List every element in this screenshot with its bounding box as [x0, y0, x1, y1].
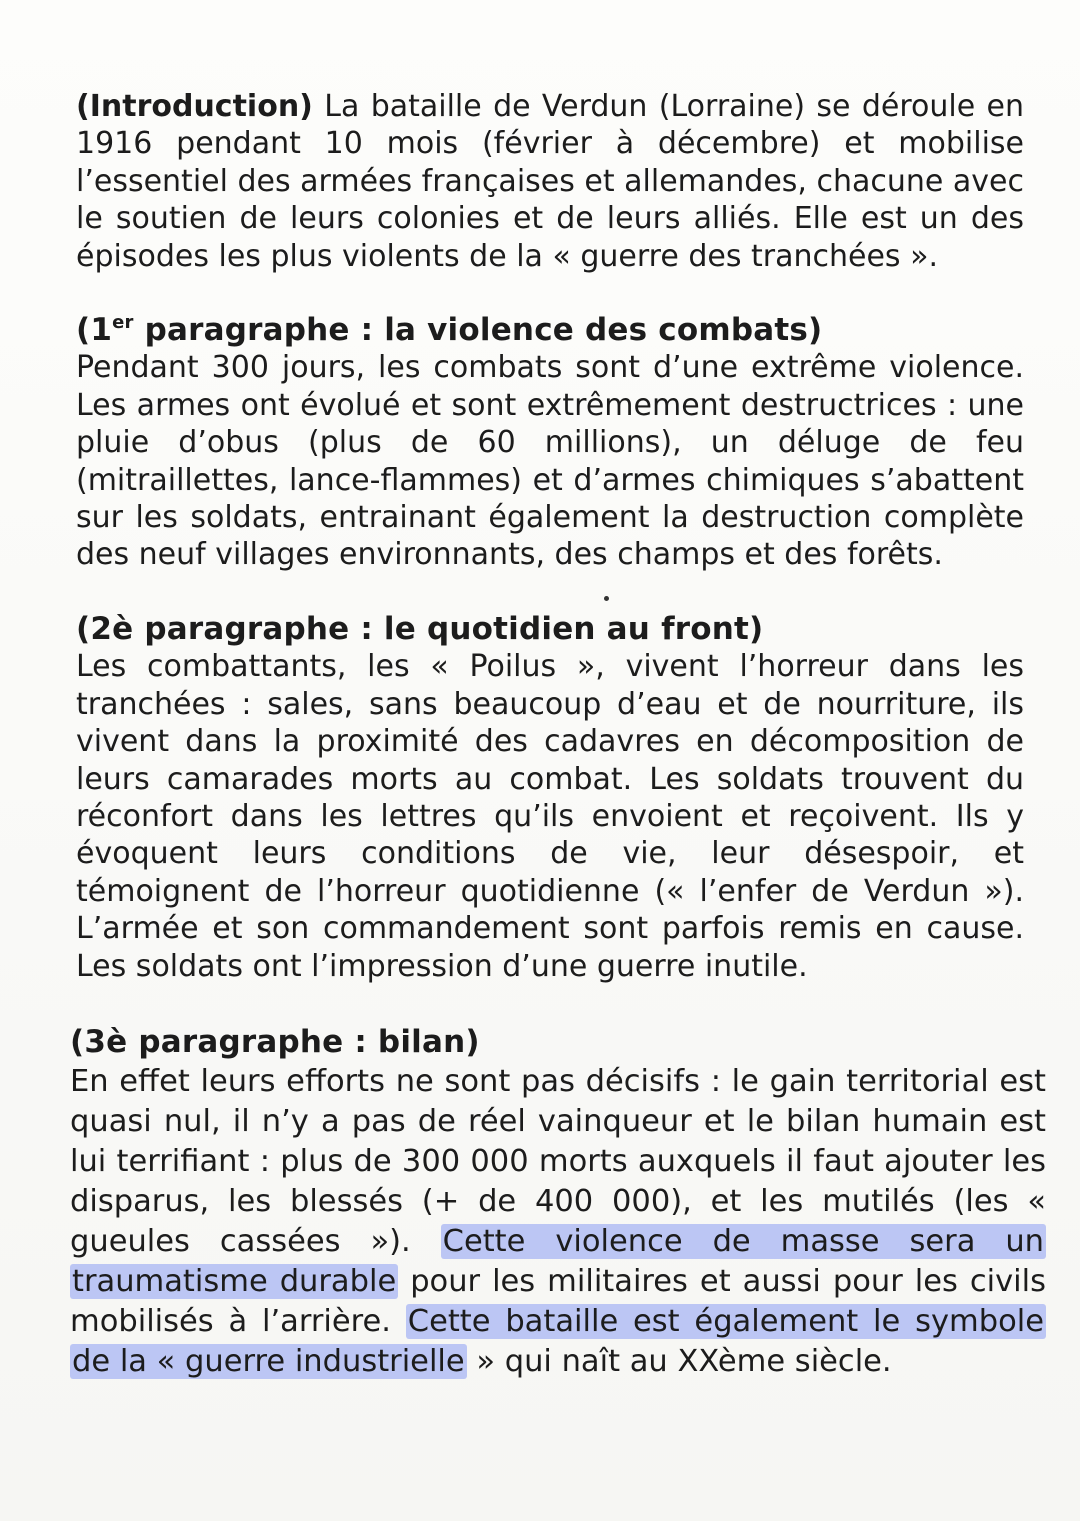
introduction-label: (Introduction) [76, 89, 313, 124]
paragraph-3-text [70, 1062, 1046, 1382]
introduction-paragraph [76, 88, 1024, 275]
document-body [70, 88, 1046, 1419]
introduction-block [76, 88, 1024, 275]
highlighted-passage-trauma: Cette violence de masse sera un traumatisme durable [72, 1223, 1044, 1299]
introduction-text: La bataille de Verdun (Lorraine) se déroule en 1916 pendant 10 mois (février à décembre) et mobilise l’essentiel des armées françaises et allemandes, chacune avec le soutien de leurs colonies et de leurs alliés. Elle est un des épisodes les plus violents de la « guerre des tranchées ». [76, 89, 1024, 274]
paragraph-2-block [76, 611, 1024, 985]
paragraph-1-text: Pendant 300 jours, les combats sont d’une extrême violence. Les armes ont évolué et sont extrêmement destructrices : une pluie d’obus (plus de 60 millions), un déluge de feu (mitraillettes, lance-flammes) et d’armes chimiques s’abattent sur les soldats, entrainant également la destruction complète des neuf villages environnants, des champs et des forêts. [76, 350, 1024, 573]
stray-ink-dot [604, 596, 609, 601]
paragraph-3-text-part-1: En effet leurs efforts ne sont pas décisifs : le gain territorial est quasi nul, il n’y a pas de réel vainqueur et le bilan humain est lui terrifiant : plus de 300 000 morts auxquels il faut ajouter les disparus, les blessés (+ de 400 000), et les mutilés (les « gueules cassées »). [70, 1063, 1046, 1259]
paragraph-1-heading [76, 312, 1024, 349]
paragraph-2-heading: (2è paragraphe : le quotidien au front) [76, 610, 764, 647]
paragraph-3-block [70, 1022, 1046, 1382]
paragraph-1-heading-superscript: er [112, 312, 134, 334]
paragraph-3-text-part-2: pour les militaires et aussi pour les civils mobilisés à l’arrière. [70, 1263, 1046, 1339]
paragraph-2-text: Les combattants, les « Poilus », vivent l’horreur dans les tranchées : sales, sans beaucoup d’eau et de nourriture, ils vivent dans la proximité des cadavres en décomposition de leurs camarades morts au combat. Les soldats trouvent du réconfort dans les lettres qu’ils envoient et reçoivent. Ils y évoquent leurs conditions de vie, leur désespoir, et témoignent de l’horreur quotidienne (« l’enfer de Verdun »). L’armée et son commandement sont parfois remis en cause. Les soldats ont l’impression d’une guerre inutile. [76, 649, 1024, 984]
paragraph-1-heading-end: paragraphe : la violence des combats) [133, 312, 823, 349]
paragraph-3-heading: (3è paragraphe : bilan) [70, 1023, 480, 1060]
paragraph-1-heading-start: (1 [76, 312, 113, 349]
paragraph-3-text-part-3: » qui naît au XXème siècle. [466, 1343, 892, 1379]
highlighted-passage-industrial-war: Cette bataille est également le symbole de la « guerre industrielle [72, 1303, 1045, 1379]
paragraph-1-block [76, 312, 1024, 574]
